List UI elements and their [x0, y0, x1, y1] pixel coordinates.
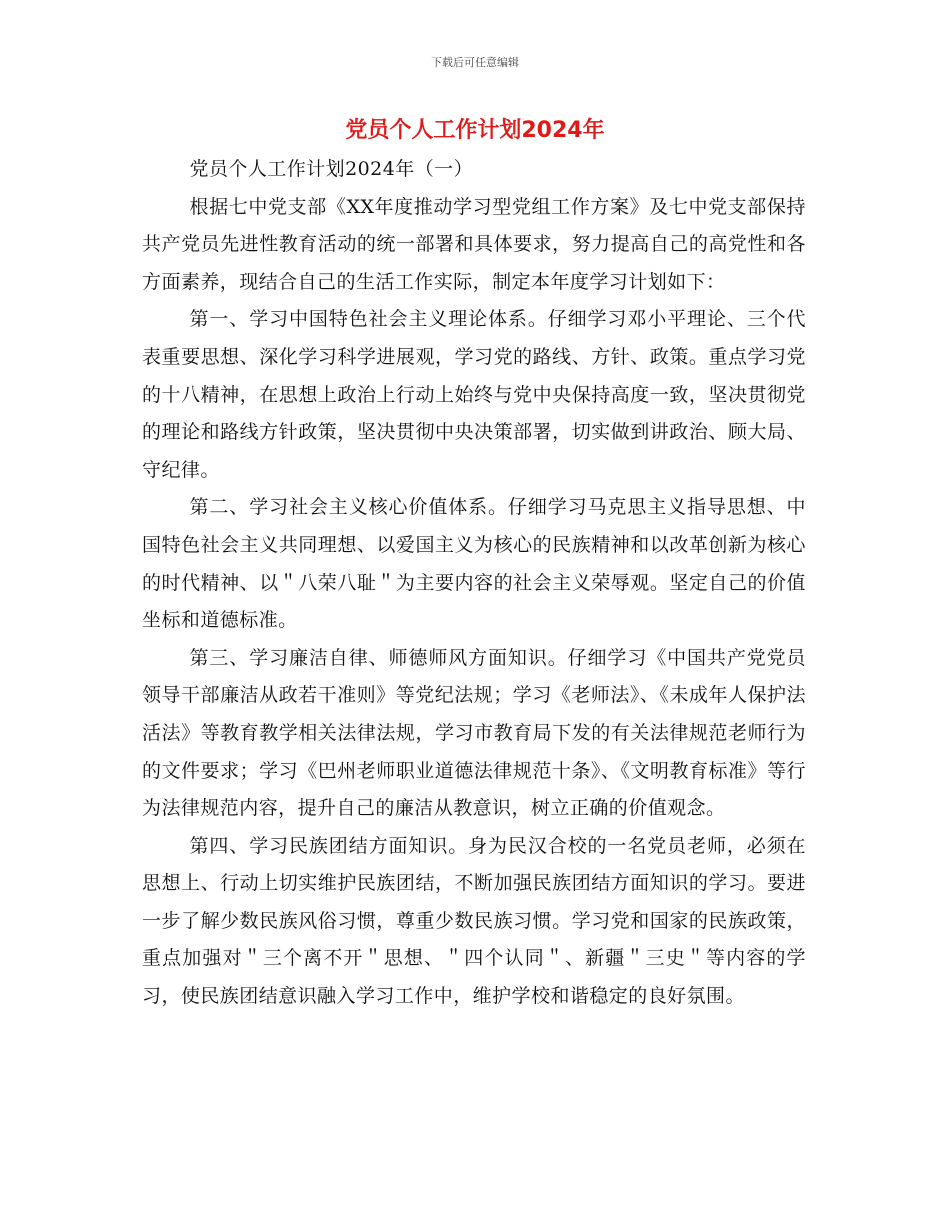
intro-paragraph: 根据七中党支部《XX年度推动学习型党组工作方案》及七中党支部保持共产党员先进性教育活动的统一部署和具体要求，努力提高自己的高党性和各方面素养，现结合自己的生活工作实际，制定本年度学习计划如下：	[142, 195, 806, 293]
section-four-paragraph: 第四、学习民族团结方面知识。身为民汉合校的一名党员老师，必须在思想上、行动上切实维护民族团结，不断加强民族团结方面知识的学习。要进一步了解少数民族风俗习惯，尊重少数民族习惯。学习党和国家的民族政策，重点加强对＂三个离不开＂思想、＂四个认同＂、新疆＂三史＂等内容的学习，使民族团结意识融入学习工作中，维护学校和谐稳定的良好氛围。	[142, 834, 806, 1008]
section-one-paragraph: 第一、学习中国特色社会主义理论体系。仔细学习邓小平理论、三个代表重要思想、深化学习科学进展观，学习党的路线、方针、政策。重点学习党的十八精神，在思想上政治上行动上始终与党中央保持高度一致，坚决贯彻党的理论和路线方针政策，坚决贯彻中央决策部署，切实做到讲政治、顾大局、守纪律。	[142, 308, 806, 481]
subtitle-paragraph: 党员个人工作计划2024年（一）	[189, 158, 474, 180]
document-body	[142, 151, 806, 1016]
document-title: 党员个人工作计划2024年	[345, 118, 605, 143]
section-two-paragraph: 第二、学习社会主义核心价值体系。仔细学习马克思主义指导思想、中国特色社会主义共同理想、以爱国主义为核心的民族精神和以改革创新为核心的时代精神、以＂八荣八耻＂为主要内容的社会主义荣辱观。坚定自己的价值坐标和道德标准。	[142, 496, 806, 632]
section-three-paragraph: 第三、学习廉洁自律、师德师风方面知识。仔细学习《中国共产党党员领导干部廉洁从政若干准则》等党纪法规；学习《老师法》、《未成年人保护法活法》等教育教学相关法律法规，学习市教育局下发的有关法律规范老师行为的文件要求；学习《巴州老师职业道德法律规范十条》、《文明教育标准》等行为法律规范内容，提升自己的廉洁从教意识，树立正确的价值观念。	[142, 646, 806, 820]
header-note: 下载后可任意编辑	[431, 56, 519, 69]
